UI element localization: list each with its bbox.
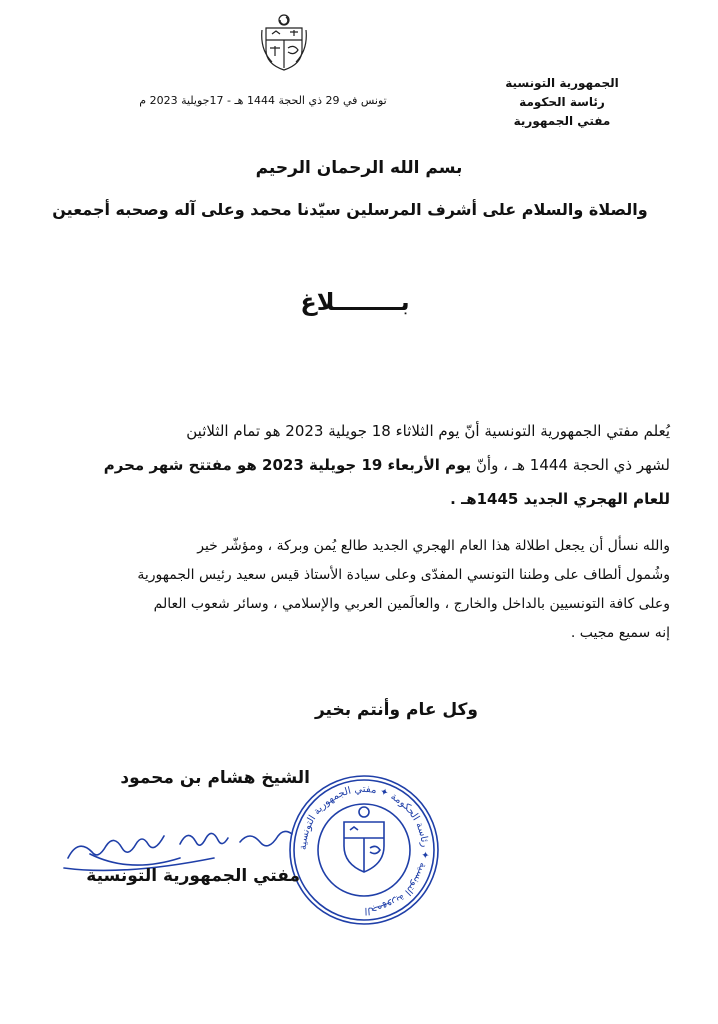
header-line-government: رئاسة الحكومة bbox=[519, 95, 605, 109]
document-date: تونس في 29 ذي الحجة 1444 هـ - 17جويلية 2023 م bbox=[139, 94, 387, 107]
issuer-header bbox=[452, 74, 672, 131]
header-line-republic: الجمهورية التونسية bbox=[505, 76, 619, 90]
basmala: بسم الله الرحمان الرحيم bbox=[255, 158, 463, 178]
seal-text: الجمهورية التونسية ✦ رئاسة الحكومة ✦ مفتي الجمهورية التونسية bbox=[297, 783, 431, 917]
paragraph1-line3: للعام الهجري الجديد 1445هـ . bbox=[450, 490, 670, 508]
announcement-paragraph bbox=[56, 414, 670, 516]
signatory-title: مفتي الجمهورية التونسية bbox=[86, 866, 300, 886]
paragraph1-line2 bbox=[56, 448, 670, 482]
paragraph1-line2-plain: لشهر ذي الحجة 1444 هـ ، وأنّ bbox=[471, 456, 670, 474]
paragraph2-line: وعلى كافة التونسيين بالداخل والخارج ، والعالَمين العربي والإسلامي ، وسائر شعوب العالم bbox=[153, 596, 670, 612]
paragraph2-line: إنه سميع مجيب . bbox=[570, 625, 670, 641]
closing-greeting: وكل عام وأنتم بخير bbox=[314, 700, 478, 720]
prayer-paragraph bbox=[56, 532, 670, 648]
header-line-mufti: مفتي الجمهورية bbox=[513, 114, 611, 128]
signatory-name: الشيخ هشام بن محمود bbox=[120, 768, 310, 788]
official-seal bbox=[286, 772, 442, 928]
paragraph2-line: وشُمول ألطاف على وطننا التونسي المفدّى وعلى سيادة الأستاذ قيس سعيد رئيس الجمهورية bbox=[137, 567, 670, 583]
document-title: بــــــــلاغ bbox=[300, 288, 410, 316]
paragraph2-line: والله نسأل أن يجعل اطلالة هذا العام الهجري الجديد طالع يُمن وبركة ، ومؤشّر خير bbox=[197, 538, 670, 554]
paragraph1-line1: يُعلم مفتي الجمهورية التونسية أنّ يوم الثلاثاء 18 جويلية 2023 هو تمام الثلاثين bbox=[186, 422, 670, 440]
coat-of-arms-emblem bbox=[260, 12, 308, 74]
opening-salutation: والصلاة والسلام على أشرف المرسلين سيّدنا محمد وعلى آله وصحبه أجمعين bbox=[52, 200, 648, 219]
paragraph1-line2-bold: يوم الأربعاء 19 جويلية 2023 هو مفتتح شهر محرم bbox=[103, 456, 472, 474]
